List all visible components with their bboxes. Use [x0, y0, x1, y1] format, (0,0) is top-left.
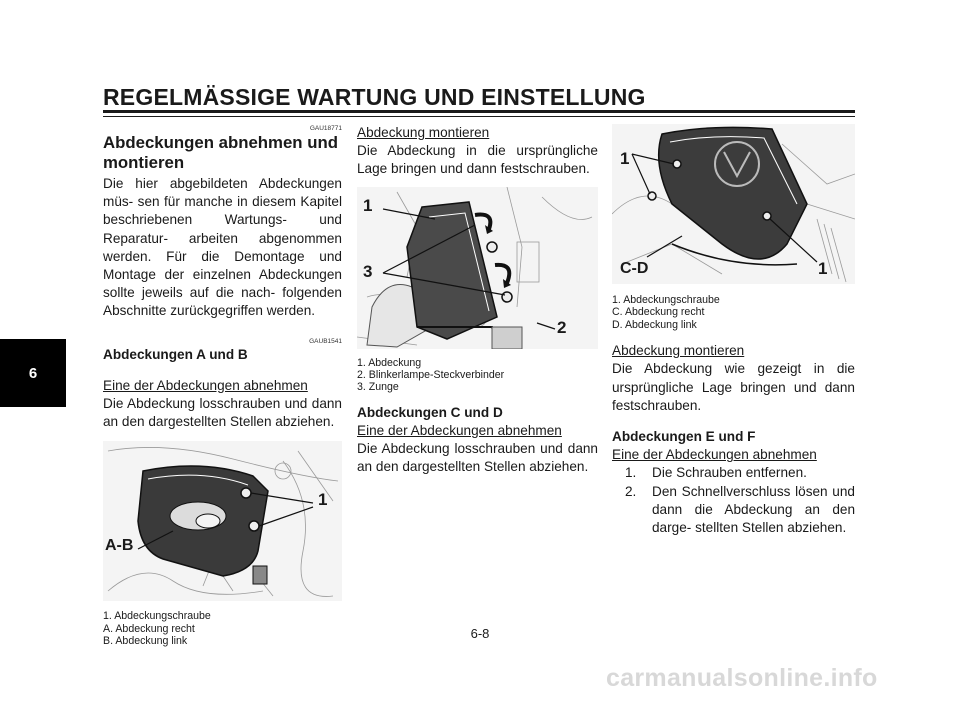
step-text: Die Schrauben entfernen.: [652, 465, 807, 481]
page-title: REGELMÄSSIGE WARTUNG UND EINSTELLUNG: [103, 84, 646, 110]
step-item: [612, 464, 855, 482]
subsection-heading-ab: Abdeckungen A und B: [103, 346, 248, 362]
step-number: 2.: [625, 483, 637, 499]
figure-legend: [103, 610, 342, 647]
step-text: Den Schnellverschluss lösen und dann die Abdeckung an den darge- stellten Stellen abziehen.: [652, 483, 855, 536]
column-left: [103, 124, 342, 648]
figure-callout-3: 3: [363, 261, 373, 281]
column-middle: [357, 124, 598, 477]
title-rule: [103, 110, 855, 113]
intro-paragraph: Die hier abgebildeten Abdeckungen müs- sen für manche in diesem Kapitel beschriebenen Wartungs- und Reparatur- arbeiten abgenommen werden. Für die Demontage und Montage der einzelnen Abdeckungen sollte jeweils auf die nach- folgenden Abschnitte zurückgegriffen werden.: [103, 176, 342, 319]
procedure-text: Die Abdeckung in die ursprüngliche Lage bringen und dann festschrauben.: [357, 143, 598, 177]
step-number: 1.: [625, 465, 637, 481]
procedure-title-remove: Eine der Abdeckungen abnehmen: [612, 447, 817, 463]
figure-legend: [612, 294, 855, 331]
procedure-title-install: Abdeckung montieren: [612, 343, 745, 359]
procedure-title-remove: Eine der Abdeckungen abnehmen: [357, 423, 562, 439]
subsection-heading-ef: Abdeckungen E und F: [612, 429, 756, 445]
figure-label-cd: C-D: [620, 260, 649, 277]
legend-item: A. Abdeckung recht: [103, 622, 195, 635]
legend-item: 1. Abdeckungschraube: [612, 294, 720, 306]
procedure-text: Die Abdeckung losschrauben und dann an den dargestellten Stellen abziehen.: [357, 441, 598, 475]
page-number: 6-8: [470, 626, 490, 641]
figure-cover-install: [357, 187, 598, 349]
figure-legend: [357, 357, 598, 394]
procedure-text: Die Abdeckung losschrauben und dann an den dargestellten Stellen abziehen.: [103, 396, 342, 430]
procedure-title-remove: Eine der Abdeckungen abnehmen: [103, 377, 308, 393]
legend-item: B. Abdeckung link: [103, 635, 188, 648]
legend-item: 2. Blinkerlampe-Steckverbinder: [357, 369, 505, 382]
figure-callout-1: 1: [620, 149, 630, 168]
figure-callout-1: 1: [818, 259, 828, 278]
legend-item: 3. Zunge: [357, 381, 399, 394]
step-list: [612, 464, 855, 537]
figure-cover-ab: [103, 441, 342, 601]
procedure-title-install: Abdeckung montieren: [357, 125, 490, 140]
figure-callout-2: 2: [557, 317, 567, 337]
legend-item: D. Abdeckung link: [612, 318, 697, 331]
legend-item: 1. Abdeckungschraube: [103, 610, 211, 623]
section-heading: Abdeckungen abnehmen und montieren: [103, 133, 338, 172]
reference-code: GAUB1541: [309, 337, 342, 345]
chapter-tab[interactable]: 6: [0, 339, 66, 407]
subsection-heading-cd: Abdeckungen C und D: [357, 404, 503, 420]
figure-callout-1: 1: [318, 490, 328, 510]
figure-cover-cd: [612, 124, 855, 284]
figure-callout-1: 1: [363, 195, 373, 215]
legend-item: C. Abdeckung recht: [612, 306, 705, 319]
figure-label-ab: A-B: [105, 537, 134, 555]
column-right: [612, 124, 855, 537]
watermark: carmanualsonline.info: [606, 664, 878, 692]
procedure-text: Die Abdeckung wie gezeigt in die ursprüngliche Lage bringen und dann festschrauben.: [612, 361, 855, 413]
reference-code: GAU18771: [309, 125, 342, 132]
step-item: [612, 483, 855, 538]
legend-item: 1. Abdeckung: [357, 356, 422, 369]
